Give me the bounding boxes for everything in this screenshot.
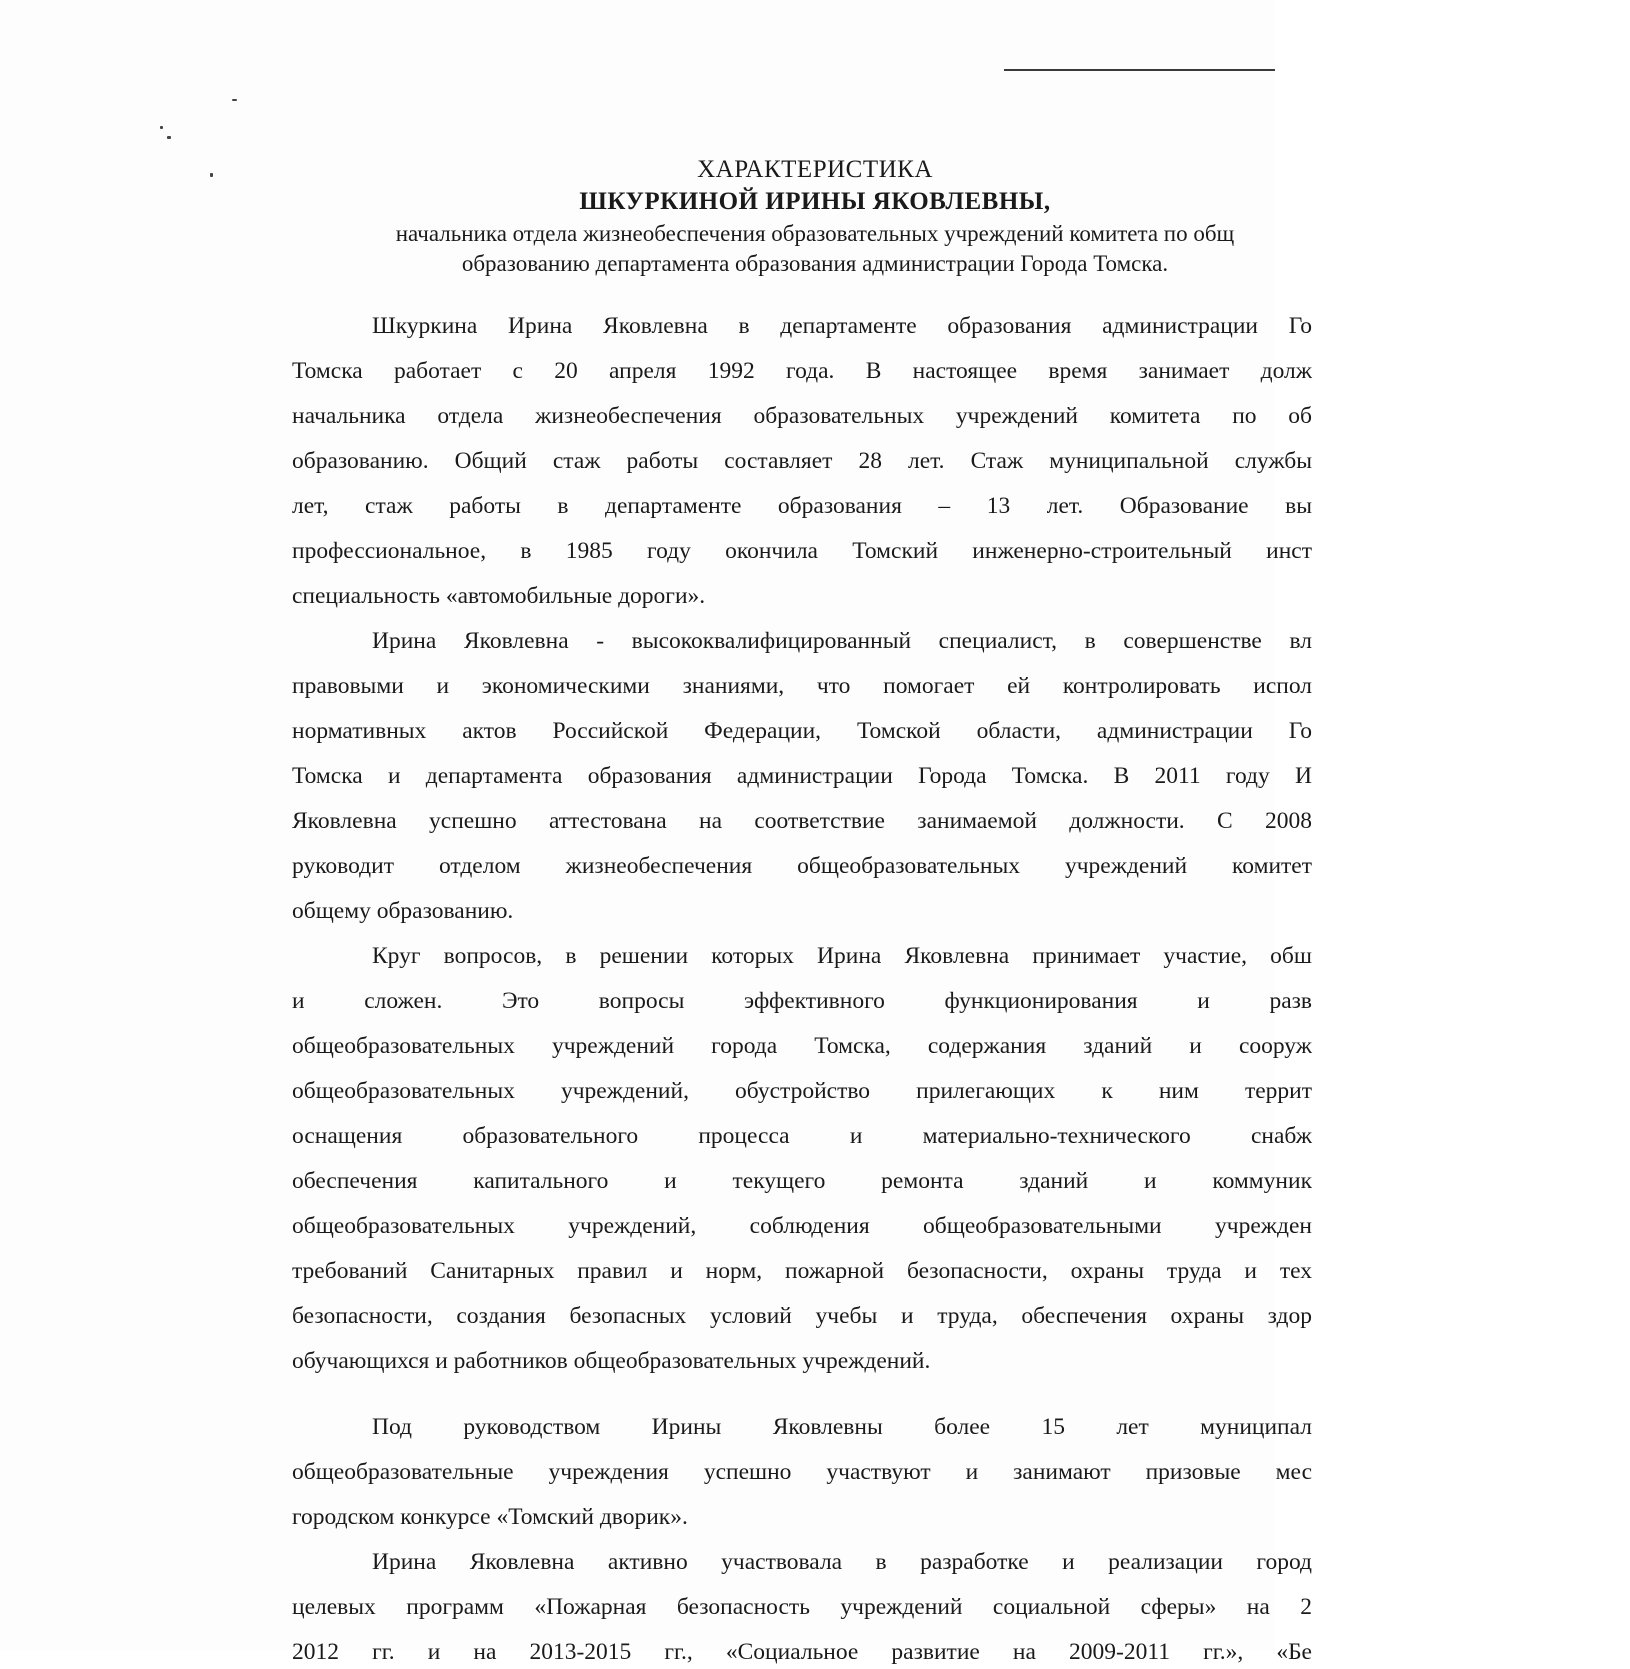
body-line: Ирина Яковлевна - высококвалифицированный специалист, в совершенстве вл — [372, 628, 1312, 654]
person-name: ШКУРКИНОЙ ИРИНЫ ЯКОВЛЕВНЫ, — [579, 188, 1051, 215]
body-line: правовыми и экономическими знаниями, что помогает ей контролировать испол — [292, 673, 1312, 699]
body-line: городском конкурсе «Томский дворик». — [292, 1504, 688, 1530]
body-line: специальность «автомобильные дороги». — [292, 583, 706, 609]
body-line: общеобразовательные учреждения успешно участвуют и занимают призовые мес — [292, 1459, 1312, 1485]
body-line: общему образованию. — [292, 898, 514, 924]
body-line: Шкуркина Ирина Яковлевна в департаменте образования администрации Го — [372, 313, 1312, 339]
body-line: Томска и департамента образования администрации Города Томска. В 2011 году И — [292, 763, 1312, 789]
body-line: начальника отдела жизнеобеспечения образовательных учреждений комитета по об — [292, 403, 1312, 429]
body-line: образованию. Общий стаж работы составляет 28 лет. Стаж муниципальной службы — [292, 448, 1312, 474]
body-line: обеспечения капитального и текущего ремонта зданий и коммуник — [292, 1168, 1312, 1194]
body-line: профессиональное, в 1985 году окончила Томский инженерно-строительный инст — [292, 538, 1312, 564]
scan-speck — [160, 126, 163, 129]
body-line: Ирина Яковлевна активно участвовала в разработке и реализации город — [372, 1549, 1312, 1575]
body-line: обучающихся и работников общеобразовательных учреждений. — [292, 1348, 931, 1374]
body-line: лет, стаж работы в департаменте образования – 13 лет. Образование вы — [292, 493, 1312, 519]
body-line: Томска работает с 20 апреля 1992 года. В настоящее время занимает долж — [292, 358, 1312, 384]
scan-speck — [167, 136, 171, 139]
document-title: ХАРАКТЕРИСТИКА — [697, 156, 933, 183]
body-line: оснащения образовательного процесса и материально-технического снабж — [292, 1123, 1312, 1149]
body-line: нормативных актов Российской Федерации, Томской области, администрации Го — [292, 718, 1312, 744]
body-line: безопасности, создания безопасных условий учебы и труда, обеспечения охраны здор — [292, 1303, 1312, 1329]
body-line: и сложен. Это вопросы эффективного функционирования и разв — [292, 988, 1312, 1014]
body-line: Яковлевна успешно аттестована на соответствие занимаемой должности. С 2008 — [292, 808, 1312, 834]
body-line: общеобразовательных учреждений, обустройство прилегающих к ним террит — [292, 1078, 1312, 1104]
body-line: требований Санитарных правил и норм, пожарной безопасности, охраны труда и тех — [292, 1258, 1312, 1284]
body-line: Круг вопросов, в решении которых Ирина Яковлевна принимает участие, обш — [372, 943, 1312, 969]
body-line: руководит отделом жизнеобеспечения общеобразовательных учреждений комитет — [292, 853, 1312, 879]
scan-speck — [232, 99, 237, 101]
body-line: общеобразовательных учреждений, соблюдения общеобразовательными учрежден — [292, 1213, 1312, 1239]
body-line: целевых программ «Пожарная безопасность учреждений социальной сферы» на 2 — [292, 1594, 1312, 1620]
body-line: Под руководством Ирины Яковлевны более 15 лет муниципал — [372, 1414, 1312, 1440]
body-line: общеобразовательных учреждений города Томска, содержания зданий и сооруж — [292, 1033, 1312, 1059]
body-line: 2012 гг. и на 2013-2015 гг., «Социальное развитие на 2009-2011 гг.», «Бе — [292, 1639, 1312, 1665]
position-line: начальника отдела жизнеобеспечения образовательных учреждений комитета по общ — [395, 221, 1235, 246]
top-rule-line — [1004, 69, 1275, 71]
position-line: образованию департамента образования администрации Города Томска. — [461, 251, 1169, 276]
